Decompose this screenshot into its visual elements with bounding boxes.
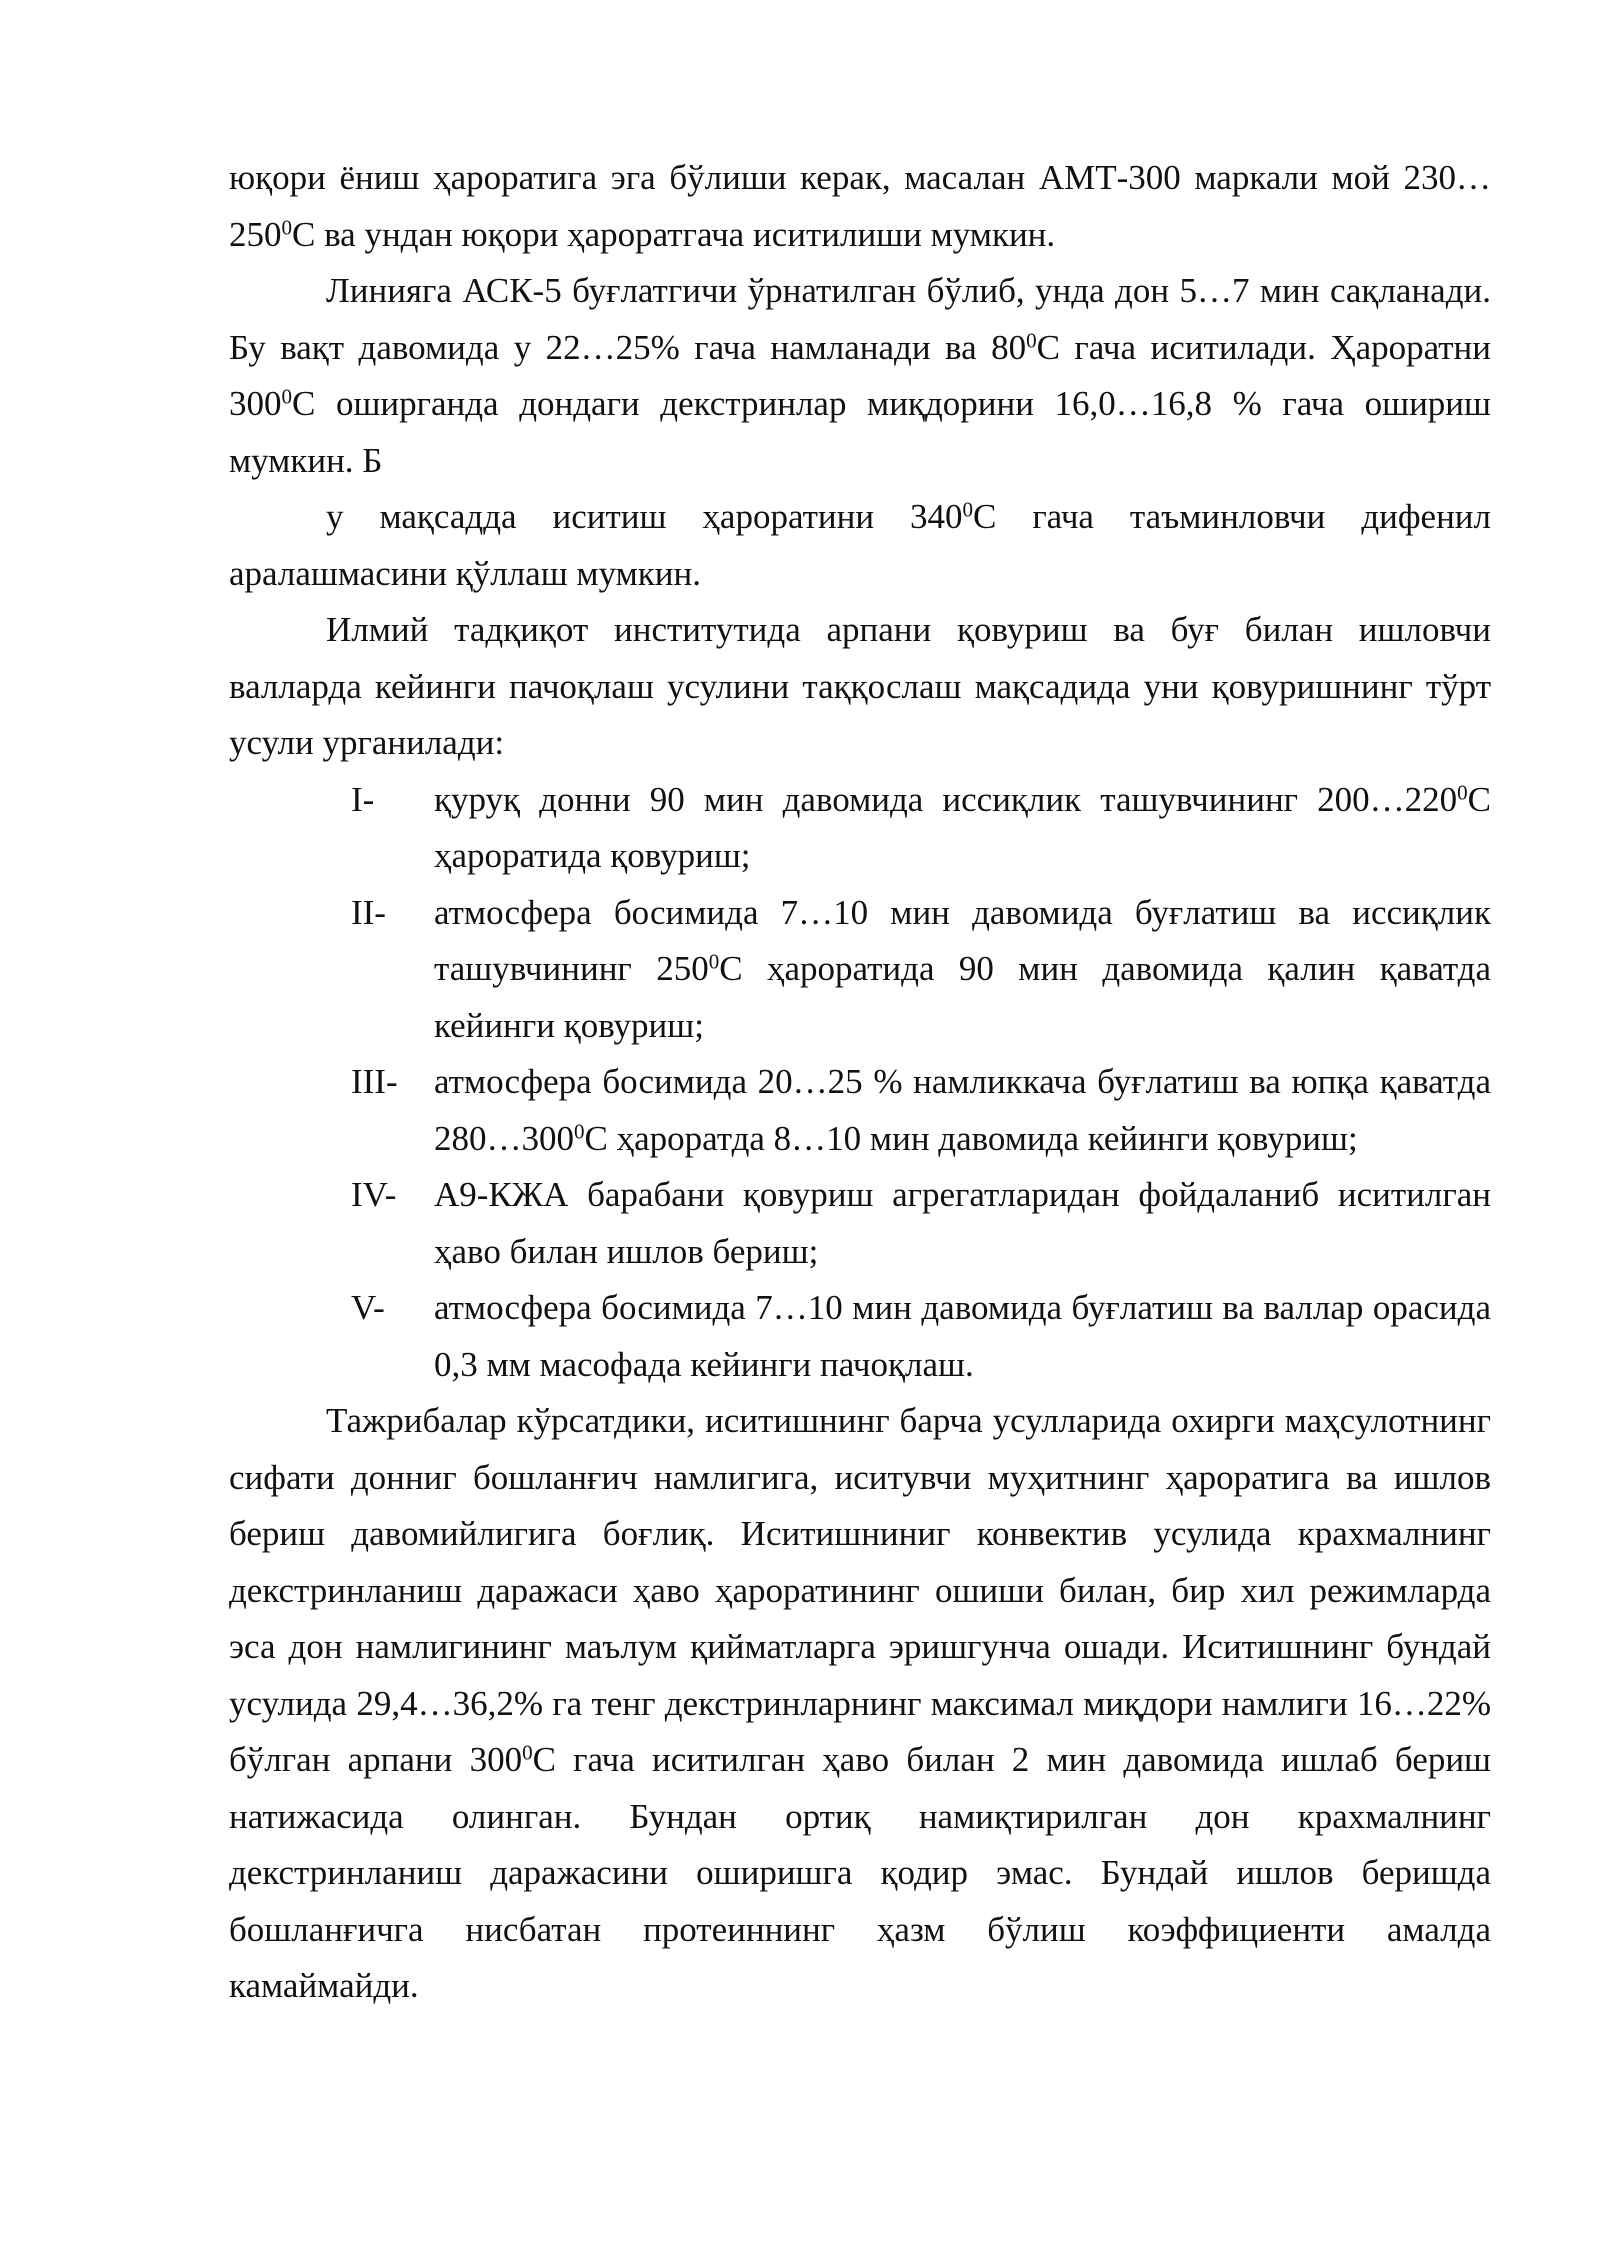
list-item-text-a: атмосфера босимида 7…10 мин давомида буғлатиш ва иссиқлик ташувчининг 250	[434, 892, 1491, 988]
paragraph-5-text-a: Тажрибалар кўрсатдики, иситишнинг барча усулларида охирги маҳсулотнинг сифати донниг бошланғич намлигига, иситувчи муҳитнинг ҳароратига ва ишлов бериш давомийлигига боғлиқ. Иситишниниг конвектив усулида крахмалнинг декстринланиш даражаси ҳаво ҳароратининг ошиши билан, бир хил режимларда эса дон намлигининг маълум қийматларга эришгунча ошади. Иситишнинг бундай усулида 29,4…36,2% га тенг декстринларнинг максимал миқдори намлиги 16…22% бўлган арпани 300	[229, 1401, 1491, 1779]
paragraph-2-text-c: С оширганда дондаги декстринлар миқдорини 16,0…16,8 % гача ошириш мумкин. Б	[229, 384, 1491, 480]
paragraph-2-text-a: Линияга АСК-5 буғлатгичи ўрнатилган бўлиб, унда дон 5…7 мин сақланади. Бу вақт давомида у 22…25% гача намланади ва 80	[229, 271, 1491, 367]
degree-superscript: 0	[1457, 779, 1468, 804]
degree-superscript: 0	[574, 1118, 585, 1143]
paragraph-1-text-a: юқори ёниш ҳароратига эга бўлиши керак, масалан АМТ-300 маркали мой 230…250	[229, 158, 1491, 254]
paragraph-5-text-b: С гача иситилган ҳаво билан 2 мин давомида ишлаб бериш натижасида олинган. Бундан ортиқ намиқтирилган дон крахмалнинг декстринланиш даражасини оширишга қодир эмас. Бундай ишлов беришда бошланғичга нисбатан протеиннинг ҳазм бўлиш коэффициенти амалда камаймайди.	[229, 1740, 1491, 2005]
list-item-text: атмосфера босимида 7…10 мин давомида буғлатиш ва валлар орасида 0,3 мм масофада кейинги пачоқлаш.	[434, 1288, 1491, 1384]
list-item-text-a: қуруқ донни 90 мин давомида иссиқлик ташувчининг 200…220	[434, 779, 1458, 819]
document-body	[229, 150, 1491, 2015]
degree-superscript: 0	[281, 214, 292, 239]
list-item	[229, 1280, 1491, 1393]
list-item-text: А9-КЖА барабани қовуриш агрегатларидан фойдаланиб иситилган ҳаво билан ишлов бериш;	[434, 1175, 1491, 1271]
paragraph-5	[229, 1393, 1491, 2015]
degree-superscript: 0	[522, 1740, 533, 1765]
paragraph-3-text-a: у мақсадда иситиш ҳароратини 340	[326, 497, 963, 536]
list-marker: I-	[351, 779, 375, 819]
list-item	[229, 885, 1491, 1055]
degree-superscript: 0	[281, 384, 292, 409]
list-item-text-b: С ҳароратида 90 мин давомида қалин қаватда кейинги қовуриш;	[434, 949, 1492, 1045]
methods-list	[229, 772, 1491, 1394]
paragraph-4	[229, 602, 1491, 772]
list-item	[229, 1054, 1491, 1167]
list-marker: III-	[351, 1062, 398, 1101]
paragraph-2	[229, 263, 1491, 489]
paragraph-3-text-b: С гача таъминловчи дифенил аралашмасини қўллаш мумкин.	[229, 497, 1491, 593]
list-item-text-a: атмосфера босимида 20…25 % намликкача буғлатиш ва юпқа қаватда 280…300	[434, 1062, 1491, 1158]
list-marker: V-	[351, 1288, 385, 1327]
degree-superscript: 0	[1026, 327, 1037, 352]
paragraph-3	[229, 489, 1491, 602]
list-marker: II-	[351, 892, 386, 932]
paragraph-2-text-b: С гача иситилади. Ҳароратни 300	[229, 327, 1491, 423]
paragraph-1-text-b: С ва ундан юқори ҳароратгача иситилиши мумкин.	[292, 214, 1056, 254]
list-item	[229, 1167, 1491, 1280]
paragraph-4-text: Илмий тадқиқот институтида арпани қовуриш ва буғ билан ишловчи валларда кейинги пачоқлаш усулини таққослаш мақсадида уни қовуришнинг тўрт усули урганилади:	[229, 610, 1491, 762]
degree-superscript: 0	[708, 949, 720, 974]
list-item-text-b: С ҳароратида қовуриш;	[434, 779, 1491, 875]
list-marker: IV-	[351, 1175, 397, 1214]
list-item-text-b: С ҳароратда 8…10 мин давомида кейинги қовуриш;	[584, 1118, 1358, 1158]
paragraph-1	[229, 150, 1491, 263]
list-item	[229, 772, 1491, 885]
degree-superscript: 0	[962, 497, 974, 522]
